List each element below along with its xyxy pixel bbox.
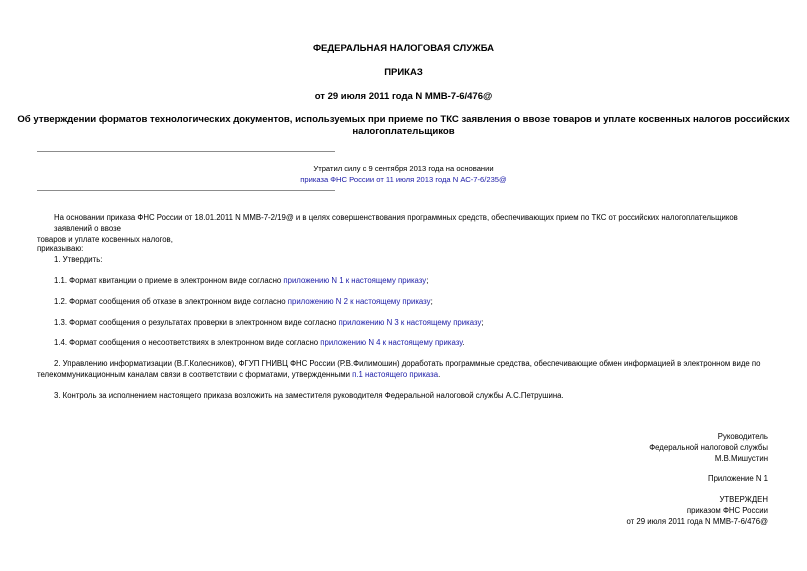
preamble — [37, 212, 770, 245]
document-date-number: от 29 июля 2011 года N ММВ-7-6/476@ — [314, 91, 493, 102]
signature-role: Руководитель — [717, 432, 768, 441]
item-1-3-tail: ; — [481, 318, 484, 327]
item-2-line2-tail: . — [438, 370, 441, 379]
item-1-2-tail: ; — [430, 297, 433, 306]
signature-name: М.В.Мишустин — [714, 454, 768, 463]
appendix-label: Приложение N 1 — [707, 474, 768, 483]
item-1-1-tail: ; — [426, 276, 429, 285]
item-2 — [37, 358, 770, 380]
order-word: приказываю: — [37, 244, 84, 253]
divider-top — [37, 151, 335, 152]
agency-name: ФЕДЕРАЛЬНАЯ НАЛОГОВАЯ СЛУЖБА — [312, 43, 495, 54]
appendix-3-link[interactable]: приложению N 3 к настоящему приказу — [338, 318, 482, 327]
item-1-2-text: 1.2. Формат сообщения об отказе в электронном виде согласно — [54, 297, 288, 306]
item-1-1-text: 1.1. Формат квитанции о приеме в электронном виде согласно — [54, 276, 284, 285]
status-note-text: Утратил силу с 9 сентября 2013 года на основании — [313, 164, 494, 173]
item-1-4 — [54, 337, 464, 348]
document-title-line2: налогоплательщиков — [352, 126, 455, 137]
item-1: 1. Утвердить: — [54, 255, 103, 264]
item-1-2 — [54, 296, 433, 307]
preamble-line2: товаров и уплате косвенных налогов, — [37, 235, 173, 244]
appendix-by-order: приказом ФНС России — [686, 506, 768, 515]
item-1-3-text: 1.3. Формат сообщения о результатах проверки в электронном виде согласно — [54, 318, 339, 327]
appendix-1-link[interactable]: приложению N 1 к настоящему приказу — [283, 276, 427, 285]
item-1-1 — [54, 275, 428, 286]
appendix-approved: УТВЕРЖДЕН — [719, 495, 768, 504]
signature-org: Федеральной налоговой службы — [649, 443, 768, 452]
item-1-4-text: 1.4. Формат сообщения о несоответствиях в электронном виде согласно — [54, 338, 321, 347]
preamble-line1: На основании приказа ФНС России от 18.01.2011 N ММВ-7-2/19@ и в целях совершенствования программных средств, обеспечивающих прием по ТКС от российских налогоплательщиков заявлений о ввозе — [54, 213, 738, 233]
item-2-line1: 2. Управлению информатизации (В.Г.Колесников), ФГУП ГНИВЦ ФНС России (Р.В.Филимошин) доработать программные средства, обеспечивающие обмен информацией в электронном виде по — [54, 359, 761, 368]
divider-bottom — [37, 190, 335, 191]
appendix-2-link[interactable]: приложению N 2 к настоящему приказу — [287, 297, 431, 306]
status-note-link[interactable]: приказа ФНС России от 11 июля 2013 года N АС-7-6/235@ — [300, 175, 507, 184]
status-note — [0, 163, 807, 185]
item-2-line2-text: телекоммуникационным каналам связи в соответствии с форматами, утвержденными — [37, 370, 353, 379]
appendix-approval — [627, 494, 768, 527]
appendix-date-number: от 29 июля 2011 года N ММВ-7-6/476@ — [626, 517, 768, 526]
signature-block — [649, 431, 768, 464]
document-title-line1: Об утверждении форматов технологических документов, используемых при приеме по ТКС заявления о ввозе товаров и уплате косвенных налогов российских — [17, 114, 790, 125]
document-title — [0, 114, 807, 138]
item-2-link[interactable]: п.1 настоящего приказа — [352, 370, 439, 379]
appendix-4-link[interactable]: приложению N 4 к настоящему приказу — [320, 338, 463, 347]
item-3: 3. Контроль за исполнением настоящего приказа возложить на заместителя руководителя Федеральной налоговой службы А.С.Петрушина. — [54, 391, 564, 400]
item-2-line2 — [37, 369, 770, 380]
item-1-3 — [54, 317, 484, 328]
item-1-4-tail: . — [462, 338, 465, 347]
document-type: ПРИКАЗ — [384, 67, 423, 78]
